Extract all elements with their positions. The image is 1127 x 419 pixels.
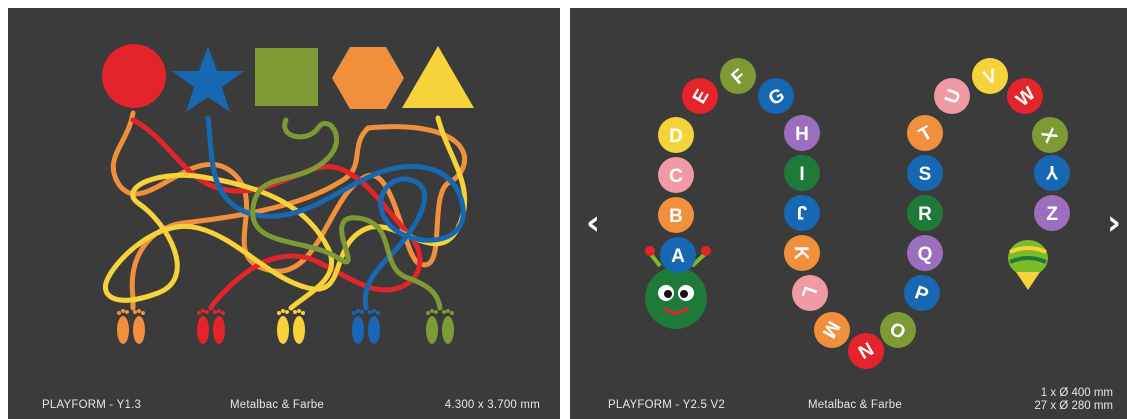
letter-disc-k	[784, 235, 820, 271]
letter-text: V	[980, 65, 1001, 90]
product-code: PLAYFORM - Y2.5 V2	[608, 399, 725, 411]
product-card-right	[570, 8, 1127, 419]
triangle-shape	[402, 46, 474, 108]
letter-disc-w	[1007, 78, 1043, 114]
letter-disc-f	[720, 58, 756, 94]
letter-text: T	[915, 122, 937, 147]
circle-shape	[102, 44, 166, 108]
letter-text: C	[669, 166, 683, 187]
square-shape	[255, 48, 318, 106]
letter-text: A	[671, 246, 685, 267]
product-material: Metalbac & Farbe	[230, 399, 324, 411]
feet-orange-icon	[117, 309, 145, 344]
letter-disc-v	[972, 58, 1008, 94]
letter-text: S	[918, 164, 932, 185]
letter-disc-p	[904, 275, 940, 311]
letter-text: P	[911, 282, 932, 307]
feet-green-icon	[426, 309, 454, 344]
letter-disc-b	[658, 197, 694, 233]
caterpillar-tail	[1008, 240, 1048, 290]
product-code: PLAYFORM - Y1.3	[42, 399, 142, 411]
feet-blue-icon	[352, 309, 380, 344]
letter-text: B	[669, 206, 683, 227]
letter-text: Y	[1045, 161, 1059, 182]
hexagon-shape	[332, 47, 404, 109]
product-size	[1034, 387, 1113, 413]
product-card-left	[8, 8, 560, 419]
prev-arrow-icon[interactable]: ‹	[586, 203, 601, 243]
letter-disc-l	[792, 275, 828, 311]
letter-text: U	[941, 86, 966, 107]
letter-disc-n	[848, 333, 884, 369]
letter-text: K	[790, 246, 811, 260]
product-material: Metalbac & Farbe	[808, 399, 902, 411]
letter-text: O	[885, 318, 909, 345]
letter-disc-g	[758, 78, 794, 114]
feet-red-icon	[197, 309, 225, 344]
letter-text: H	[795, 124, 809, 145]
letter-text: F	[727, 65, 751, 89]
letter-disc-x	[1032, 117, 1068, 153]
letter-disc-z	[1034, 195, 1070, 231]
letter-disc-q	[907, 235, 943, 271]
size-line-1: 1 x Ø 400 mm	[1040, 387, 1113, 399]
letter-text: L	[796, 283, 821, 302]
letter-disc-t	[907, 115, 943, 151]
letter-disc-d	[658, 117, 694, 153]
letter-disc-a	[660, 237, 696, 273]
letter-text: W	[1012, 83, 1040, 111]
letter-text: X	[1036, 125, 1061, 147]
letter-disc-e	[682, 78, 718, 114]
letter-disc-j	[784, 195, 820, 231]
letter-disc-r	[907, 195, 943, 231]
letter-text: N	[854, 337, 877, 363]
next-arrow-icon[interactable]: ›	[1106, 203, 1121, 243]
feet-row	[117, 309, 454, 344]
feet-yellow-icon	[277, 309, 305, 344]
letter-text: E	[689, 86, 714, 108]
letter-disc-h	[784, 115, 820, 151]
letter-text: G	[765, 84, 789, 111]
caterpillar-illustration	[570, 8, 1127, 419]
letter-text: J	[796, 201, 808, 222]
letter-text: I	[799, 164, 805, 185]
letter-disc-u	[934, 78, 970, 114]
size-line-2: 27 x Ø 280 mm	[1034, 400, 1113, 412]
letter-disc-s	[907, 155, 943, 191]
letter-disc-y	[1034, 155, 1070, 191]
letter-text: Z	[1046, 204, 1058, 225]
letter-disc-c	[658, 157, 694, 193]
letter-disc-m	[814, 312, 850, 348]
star-shape	[172, 46, 244, 112]
letter-text: M	[817, 317, 844, 342]
letter-disc-o	[880, 312, 916, 348]
letter-disc-i	[784, 155, 820, 191]
letter-text: R	[918, 204, 932, 225]
product-size: 4.300 x 3.700 mm	[444, 399, 540, 411]
letter-text: D	[669, 126, 683, 147]
letter-text: Q	[917, 244, 933, 265]
maze-illustration	[8, 8, 560, 419]
